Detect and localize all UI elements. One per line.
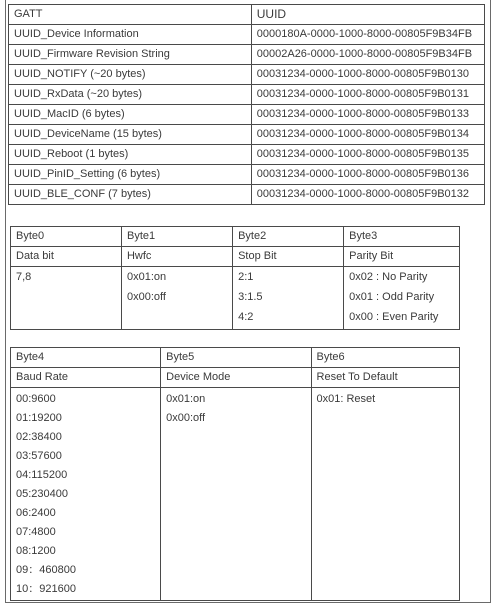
value-item: 00:9600 [16, 393, 56, 405]
table-row [9, 165, 485, 185]
baud-rate-label: Baud Rate [11, 368, 161, 388]
characteristic-name: UUID_DeviceName (15 bytes) [9, 125, 252, 145]
byte-header-row [11, 348, 460, 368]
value-item: 4:2 [238, 311, 254, 323]
characteristic-name: UUID_Device Information [9, 25, 252, 45]
table-row [9, 45, 485, 65]
characteristic-name: UUID_MacID (6 bytes) [9, 105, 252, 125]
characteristic-name: UUID_RxData (~20 bytes) [9, 85, 252, 105]
hwfc-label: Hwfc [121, 247, 232, 267]
baud-rate-values [11, 388, 161, 601]
value-item: 0x01:on [126, 271, 167, 283]
value-item: 0x00:off [126, 291, 166, 303]
characteristic-uuid: 00031234-0000-1000-8000-00805F9B0134 [251, 125, 484, 145]
parity-bit-values [344, 267, 460, 330]
config-bytes-0-3-table [10, 226, 460, 330]
data-bit-label: Data bit [11, 247, 122, 267]
reset-to-default-values [311, 388, 459, 601]
value-item: 06:2400 [16, 507, 56, 519]
table-row [9, 185, 485, 205]
characteristic-uuid: 0000180A-0000-1000-8000-00805F9B34FB [251, 25, 484, 45]
characteristic-uuid: 00031234-0000-1000-8000-00805F9B0130 [251, 65, 484, 85]
stop-bit-values [233, 267, 344, 330]
characteristic-name: UUID_NOTIFY (~20 bytes) [9, 65, 252, 85]
reset-to-default-label: Reset To Default [311, 368, 459, 388]
value-item: 0x00:off [166, 412, 206, 424]
value-item: 04:115200 [16, 469, 68, 481]
byte5-header: Byte5 [161, 348, 311, 368]
value-item: 02:38400 [16, 431, 62, 443]
byte4-header: Byte4 [11, 348, 161, 368]
value-item: 0x01:on [166, 393, 206, 405]
characteristic-uuid: 00031234-0000-1000-8000-00805F9B0136 [251, 165, 484, 185]
byte0-header: Byte0 [11, 227, 122, 247]
value-item: 2:1 [238, 271, 254, 283]
hwfc-values [121, 267, 232, 330]
value-item: 07:4800 [16, 526, 56, 538]
value-item: 3:1.5 [238, 291, 263, 303]
field-name-row [11, 247, 460, 267]
value-item: 03:57600 [16, 450, 62, 462]
byte-header-row [11, 227, 460, 247]
value-row [11, 388, 460, 601]
value-item: 0x02 : No Parity [349, 271, 428, 283]
value-item: 0x01 : Odd Parity [349, 291, 435, 303]
device-mode-values [161, 388, 311, 601]
value-item: 10：921600 [16, 583, 76, 595]
table-row [9, 25, 485, 45]
table-row [9, 105, 485, 125]
characteristic-name: UUID_Firmware Revision String [9, 45, 252, 65]
gatt-column-header: GATT [9, 5, 252, 25]
value-item: 0x00 : Even Parity [349, 311, 439, 323]
characteristic-name: UUID_Reboot (1 bytes) [9, 145, 252, 165]
characteristic-uuid: 00002A26-0000-1000-8000-00805F9B34FB [251, 45, 484, 65]
table-row [9, 145, 485, 165]
value-item: 05:230400 [16, 488, 68, 500]
characteristic-name: UUID_PinID_Setting (6 bytes) [9, 165, 252, 185]
table-header-row [9, 5, 485, 25]
table-row [9, 125, 485, 145]
field-name-row [11, 368, 460, 388]
value-item: 08:1200 [16, 545, 56, 557]
byte3-header: Byte3 [344, 227, 460, 247]
parity-bit-label: Parity Bit [344, 247, 460, 267]
table-row [9, 65, 485, 85]
config-bytes-4-6-table [10, 347, 460, 601]
table-row [9, 85, 485, 105]
characteristic-uuid: 00031234-0000-1000-8000-00805F9B0135 [251, 145, 484, 165]
uuid-column-header: UUID [251, 5, 484, 25]
byte2-header: Byte2 [233, 227, 344, 247]
value-item: 01:19200 [16, 412, 62, 424]
value-item: 7,8 [16, 271, 32, 283]
data-bit-values [11, 267, 122, 330]
byte6-header: Byte6 [311, 348, 459, 368]
value-item: 09：460800 [16, 564, 76, 576]
characteristic-uuid: 00031234-0000-1000-8000-00805F9B0131 [251, 85, 484, 105]
value-row [11, 267, 460, 330]
byte1-header: Byte1 [121, 227, 232, 247]
characteristic-uuid: 00031234-0000-1000-8000-00805F9B0132 [251, 185, 484, 205]
characteristic-name: UUID_BLE_CONF (7 bytes) [9, 185, 252, 205]
stop-bit-label: Stop Bit [233, 247, 344, 267]
device-mode-label: Device Mode [161, 368, 311, 388]
value-item: 0x01: Reset [316, 393, 376, 405]
gatt-uuid-table [8, 4, 485, 205]
characteristic-uuid: 00031234-0000-1000-8000-00805F9B0133 [251, 105, 484, 125]
